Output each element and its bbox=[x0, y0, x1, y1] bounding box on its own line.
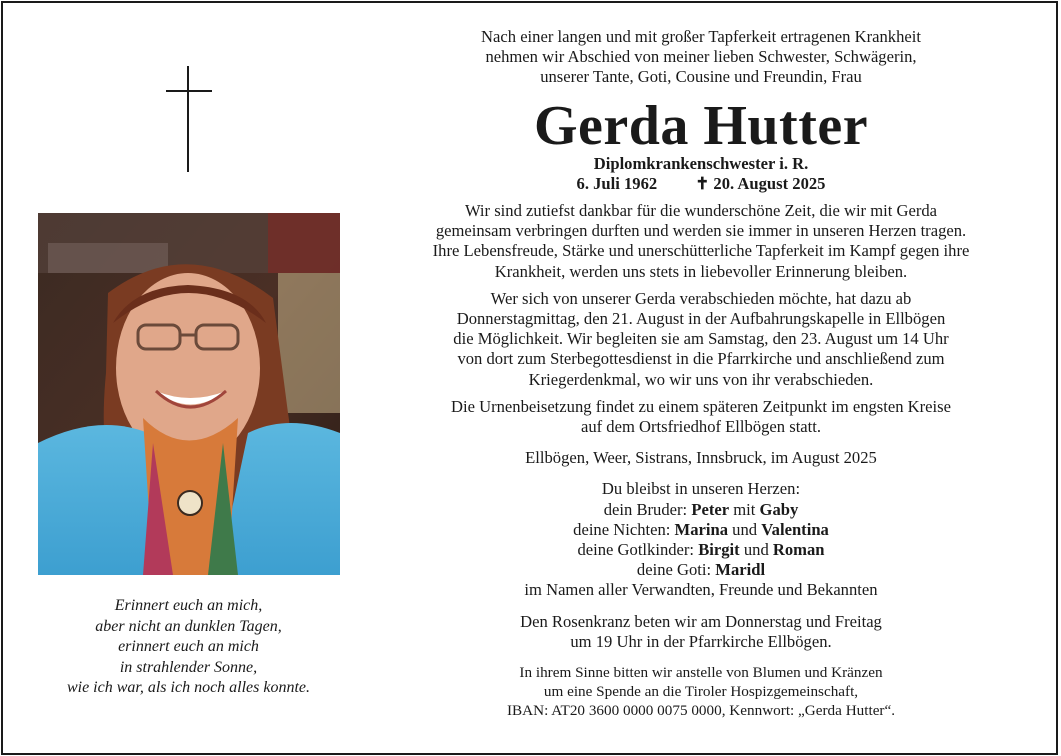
paragraph-line: die Möglichkeit. Wir begleiten sie am Samstag, den 23. August um 14 Uhr bbox=[453, 329, 949, 349]
portrait-photo bbox=[38, 213, 340, 575]
poem bbox=[20, 596, 357, 699]
poem-line: wie ich war, als ich noch alles konnte. bbox=[66, 679, 311, 697]
paragraph-line: Krankheit, werden uns stets in liebevoller Erinnerung bleiben. bbox=[494, 261, 908, 281]
paragraph-line: um eine Spende an die Tiroler Hospizgemeinschaft, bbox=[543, 683, 859, 701]
paragraph-line: Den Rosenkranz beten wir am Donnerstag und Freitag bbox=[520, 611, 882, 631]
paragraph-line: um 19 Uhr in der Pfarrkirche Ellbögen. bbox=[570, 631, 832, 651]
paragraph-urn bbox=[376, 397, 1026, 437]
mourners-opening: Du bleibst in unseren Herzen: bbox=[601, 479, 801, 499]
intro-line: nehmen wir Abschied von meiner lieben Schwester, Schwägerin, bbox=[485, 47, 917, 67]
mourner-goti: deine Goti: Maridl bbox=[636, 560, 766, 580]
paragraph-line: von dort zum Sterbegottesdienst in die Pfarrkirche und anschließend zum bbox=[457, 349, 945, 369]
paragraph-line: IBAN: AT20 3600 0000 0075 0000, Kennwort: „Gerda Hutter“. bbox=[506, 702, 896, 720]
poem-line: Erinnert euch an mich, bbox=[114, 597, 263, 614]
intro-line: unserer Tante, Goti, Cousine und Freundin, Frau bbox=[540, 67, 862, 87]
donation-info bbox=[376, 663, 1026, 720]
paragraph-line: Kriegerdenkmal, wo wir uns von ihr verabschieden. bbox=[528, 369, 874, 389]
mourner-godchildren: deine Gotlkinder: Birgit und Roman bbox=[577, 540, 825, 560]
birth-date: 6. Juli 1962 bbox=[576, 173, 658, 193]
paragraph-line: Ihre Lebensfreude, Stärke und unerschütterliche Tapferkeit im Kampf gegen ihre bbox=[432, 241, 970, 261]
paragraph-line: auf dem Ortsfriedhof Ellbögen statt. bbox=[580, 417, 822, 437]
mourner-nieces: deine Nichten: Marina und Valentina bbox=[573, 519, 829, 539]
intro bbox=[376, 27, 1026, 88]
life-dates bbox=[376, 174, 1026, 194]
paragraph-line: In ihrem Sinne bitten wir anstelle von Blumen und Kränzen bbox=[519, 664, 883, 682]
paragraph-line: Donnerstagmittag, den 21. August in der Aufbahrungskapelle in Ellbögen bbox=[456, 309, 946, 329]
poem-line: in strahlender Sonne, bbox=[119, 658, 258, 676]
death-date: 20. August 2025 bbox=[713, 173, 826, 193]
poem-line: erinnert euch an mich bbox=[118, 638, 259, 656]
paragraph-gratitude bbox=[376, 201, 1026, 282]
notice-text bbox=[376, 27, 1026, 720]
cross-symbol: ✝ bbox=[695, 173, 710, 193]
place-date: Ellbögen, Weer, Sistrans, Innsbruck, im August 2025 bbox=[525, 448, 877, 468]
mourners-list bbox=[376, 479, 1026, 600]
intro-line: Nach einer langen und mit großer Tapferkeit ertragenen Krankheit bbox=[481, 27, 921, 46]
mourners-closing: im Namen aller Verwandten, Freunde und Bekannten bbox=[524, 580, 878, 600]
rosary-info bbox=[376, 612, 1026, 652]
mourner-brother: dein Bruder: Peter mit Gaby bbox=[603, 499, 799, 519]
deceased-name: Gerda Hutter bbox=[533, 94, 869, 157]
paragraph-line: gemeinsam verbringen durften und werden sie immer in unseren Herzen tragen. bbox=[435, 221, 967, 241]
paragraph-line: Wer sich von unserer Gerda verabschieden möchte, hat dazu ab bbox=[490, 288, 912, 308]
paragraph-line: Wir sind zutiefst dankbar für die wunderschöne Zeit, die wir mit Gerda bbox=[464, 201, 938, 221]
paragraph-farewell bbox=[376, 289, 1026, 390]
paragraph-line: Die Urnenbeisetzung findet zu einem späteren Zeitpunkt im engsten Kreise bbox=[451, 396, 951, 416]
poem-line: aber nicht an dunklen Tagen, bbox=[95, 617, 282, 635]
profession-title: Diplomkrankenschwester i. R. bbox=[593, 153, 809, 173]
cross-icon bbox=[166, 66, 212, 172]
